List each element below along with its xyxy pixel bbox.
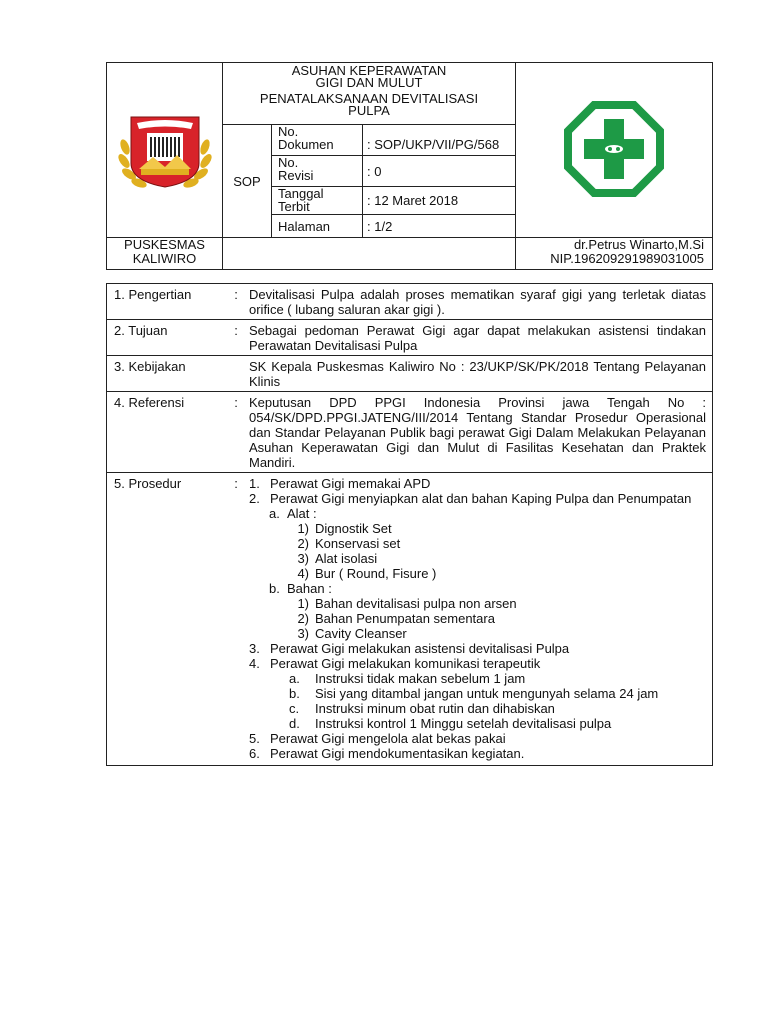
section-text: Sebagai pedoman Perawat Gigi agar dapat melakukan asistensi tindakan Perawatan Devitalisasi Pulpa [245,320,713,356]
list-item: a. Instruksi tidak makan sebelum 1 jam [289,671,526,686]
list-item: 3. Perawat Gigi melakukan asistensi devitalisasi Pulpa [249,641,570,656]
section-text: SK Kepala Puskesmas Kaliwiro No : 23/UKP/SK/PK/2018 Tentang Pelayanan Klinis [245,356,713,392]
puskesmas-name: PUSKESMAS KALIWIRO [107,238,223,270]
meta-label-halaman: Halaman [272,215,363,238]
kabupaten-emblem-icon [117,107,213,191]
section-label: 5. Prosedur [107,473,228,766]
section-label: 4. Referensi [107,392,228,473]
list-item: b. Bahan : [269,581,332,596]
section-row-kebijakan [107,356,713,392]
sop-content-table [106,283,713,766]
section-text: Keputusan DPD PPGI Indonesia Provinsi jawa Tengah No : 054/SK/DPD.PPGI.JATENG/III/2014 Tentang Standar Prosedur Operasional dan Standar Pelayanan Publik bagi perawat Gigi Dalam Melakukan Pelayanan Asuhan Keperawatan Gigi dan Mulut di Fasilitas Kesehatan dan Praktek Mandiri. [245,392,713,473]
meta-label-no-revisi: No. Revisi [272,156,363,187]
list-item: 6. Perawat Gigi mendokumentasikan kegiatan. [249,746,525,761]
meta-value-halaman: : 1/2 [363,215,516,238]
sop-label: SOP [223,125,272,238]
puskesmas-logo-icon [564,101,664,197]
meta-value-tanggal-terbit: : 12 Maret 2018 [363,187,516,215]
meta-label-tanggal-terbit: Tanggal Terbit [272,187,363,215]
list-item: 3) Cavity Cleanser [297,626,407,641]
meta-label-no-dokumen: No. Dokumen [272,125,363,156]
list-item: d. Instruksi kontrol 1 Minggu setelah devitalisasi pulpa [289,716,612,731]
list-item: 4) Bur ( Round, Fisure ) [297,566,437,581]
list-item: 1. Perawat Gigi memakai APD [249,476,431,491]
left-logo-cell [107,63,223,238]
section-row-prosedur: 5. Prosedur : 1. Perawat Gigi memakai APD 2. Perawat Gigi menyiapkan alat dan bahan Kaping Pulpa dan Penumpatan a. Alat : 1) Dignostik Set 2) Konservasi set 3) Alat isolasi 4) Bur ( Round, Fisure ) b. Bahan : 1) Bahan devitalisasi pulpa non arsen 2) Bahan Penumpatan sementara 3) Cavity Cleanser 3. Perawat Gigi melakukan asistensi devitalisasi Pulpa 4. Perawat Gigi melakukan komunikasi terapeutik a. Instruksi tidak makan sebelum 1 jam b. Sisi yang ditambal jangan untuk mengunyah selama 24 jam c. Instruksi minum obat rutin dan dihabiskan d. Instruksi kontrol 1 Minggu setelah devitalisasi pulpa 5. Perawat Gigi mengelola alat bekas pakai 6. Perawat Gigi mendokumentasikan kegiatan. [107,473,713,766]
list-item: 1) Bahan devitalisasi pulpa non arsen [297,596,517,611]
sop-header-table [106,62,713,270]
meta-value-no-dokumen: : SOP/UKP/VII/PG/568 [363,125,516,156]
header-empty-cell [223,238,516,270]
list-item: 2) Konservasi set [297,536,401,551]
section-label: 3. Kebijakan [107,356,228,392]
list-item: 5. Perawat Gigi mengelola alat bekas pakai [249,731,506,746]
signer-block: dr.Petrus Winarto,M.Si NIP.196209291989031005 [516,238,713,270]
list-item: 4. Perawat Gigi melakukan komunikasi terapeutik [249,656,541,671]
meta-value-no-revisi: : 0 [363,156,516,187]
prosedur-list [245,473,713,766]
list-item: a. Alat : [269,506,317,521]
section-label: 2. Tujuan [107,320,228,356]
section-row-referensi: 4. Referensi : Keputusan DPD PPGI Indonesia Provinsi jawa Tengah No : 054/SK/DPD.PPGI.JATENG/III/2014 Tentang Standar Prosedur Operasional dan Standar Pelayanan Publik bagi perawat Gigi Dalam Melakukan Pelayanan Asuhan Keperawatan Gigi dan Mulut di Fasilitas Kesehatan dan Praktek Mandiri. [107,392,713,473]
list-item: 2. Perawat Gigi menyiapkan alat dan bahan Kaping Pulpa dan Penumpatan [249,491,692,506]
list-item: 3) Alat isolasi [297,551,378,566]
section-label: 1. Pengertian [107,284,228,320]
list-item: 1) Dignostik Set [297,521,392,536]
list-item: b. Sisi yang ditambal jangan untuk mengunyah selama 24 jam [289,686,659,701]
list-item: 2) Bahan Penumpatan sementara [297,611,495,626]
section-row-tujuan: 2. Tujuan : Sebagai pedoman Perawat Gigi agar dapat melakukan asistensi tindakan Perawatan Devitalisasi Pulpa [107,320,713,356]
section-row-pengertian: 1. Pengertian : Devitalisasi Pulpa adalah proses mematikan syaraf gigi yang terletak diatas orifice ( lubang saluran akar gigi ). [107,284,713,320]
list-item: c. Instruksi minum obat rutin dan dihabiskan [289,701,555,716]
right-logo-cell [516,63,713,238]
document-title: ASUHAN KEPERAWATAN GIGI DAN MULUT PENATALAKSANAAN DEVITALISASI PULPA [223,63,516,125]
section-text: Devitalisasi Pulpa adalah proses mematikan syaraf gigi yang terletak diatas orifice ( lubang saluran akar gigi ). [245,284,713,320]
